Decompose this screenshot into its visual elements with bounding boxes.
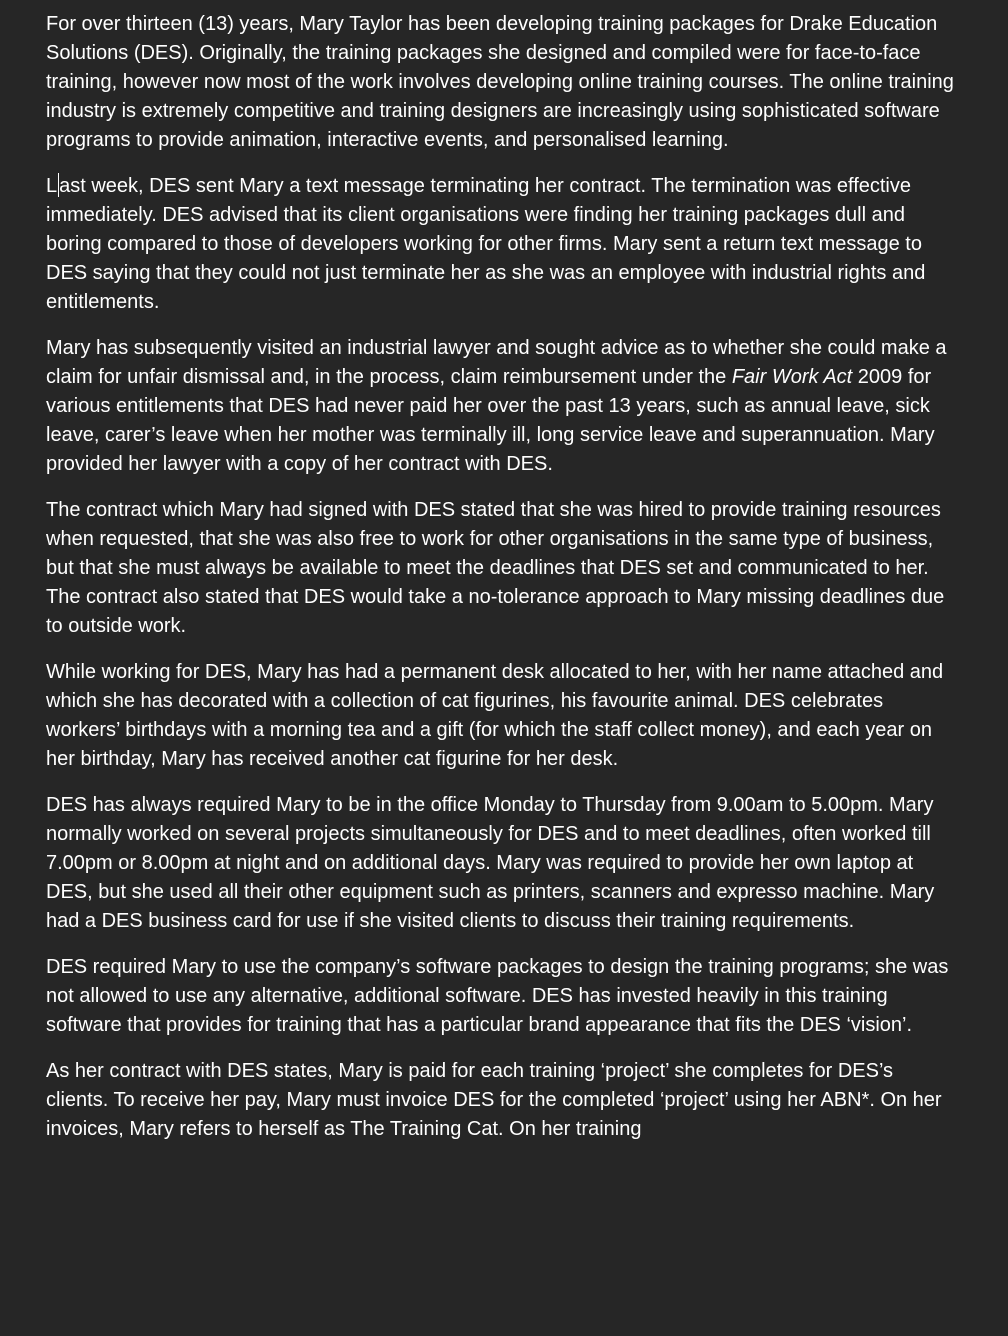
paragraph-text-after: 2009 for various entitlements that DES had never paid her over the past 13 years, such as annual leave, sick leave, carer’s leave when her mother was terminally ill, long service leave and superannuation. Mary provided her lawyer with a copy of her contract with DES. xyxy=(46,366,935,475)
paragraph-text-before: Mary has subsequently visited an industrial lawyer and sought advice as to whether she could make a claim for unfair dismissal and, in the process, claim reimbursement under the xyxy=(46,337,947,388)
paragraph-text: DES has always required Mary to be in the office Monday to Thursday from 9.00am to 5.00pm. Mary normally worked on several projects simultaneously for DES and to meet deadlines, often worked till 7.00pm or 8.00pm at night and on additional days. Mary was required to provide her own laptop at DES, but she used all their other equipment such as printers, scanners and expresso machine. Mary had a DES business card for use if she visited clients to discuss their training requirements. xyxy=(46,794,935,932)
document-body[interactable] xyxy=(46,10,956,1161)
paragraph-text: For over thirteen (13) years, Mary Taylor has been developing training packages for Drake Education Solutions (DES). Originally, the training packages she designed and compiled were for face-to-face training, however now most of the work involves developing online training courses. The online training industry is extremely competitive and training designers are increasingly using sophisticated software programs to provide animation, interactive events, and personalised learning. xyxy=(46,13,954,151)
act-title: Fair Work Act xyxy=(731,366,853,388)
paragraph-desk xyxy=(46,658,956,774)
paragraph-hours xyxy=(46,791,956,936)
paragraph-text: DES required Mary to use the company’s software packages to design the training programs; she was not allowed to use any alternative, additional software. DES has invested heavily in this training software that provides for training that has a particular brand appearance that fits the DES ‘vision’. xyxy=(46,956,949,1036)
paragraph-contract xyxy=(46,496,956,641)
paragraph-payment xyxy=(46,1057,956,1144)
paragraph-text: While working for DES, Mary has had a permanent desk allocated to her, with her name attached and which she has decorated with a collection of cat figurines, his favourite animal. DES celebrates workers’ birthdays with a morning tea and a gift (for which the staff collect money), and each year on her birthday, Mary has received another cat figurine for her desk. xyxy=(46,661,944,770)
paragraph-lawyer xyxy=(46,334,956,479)
paragraph-text-rest: ast week, DES sent Mary a text message terminating her contract. The termination was effective immediately. DES advised that its client organisations were finding her training packages dull and boring compared to those of developers working for other firms. Mary sent a return text message to DES saying that they could not just terminate her as she was an employee with industrial rights and entitlements. xyxy=(46,175,926,313)
paragraph-software xyxy=(46,953,956,1040)
paragraph-termination xyxy=(46,172,956,317)
paragraph-text: The contract which Mary had signed with DES stated that she was hired to provide training resources when requested, that she was also free to work for other organisations in the same type of business, but that she must always be available to meet the deadlines that DES set and communicated to her. The contract also stated that DES would take a no-tolerance approach to Mary missing deadlines due to outside work. xyxy=(46,499,945,637)
paragraph-text-start: L xyxy=(46,175,58,197)
paragraph-text: As her contract with DES states, Mary is paid for each training ‘project’ she completes for DES’s clients. To receive her pay, Mary must invoice DES for the completed ‘project’ using her ABN*. On her invoices, Mary refers to herself as The Training Cat. On her training xyxy=(46,1060,942,1140)
paragraph-intro xyxy=(46,10,956,155)
